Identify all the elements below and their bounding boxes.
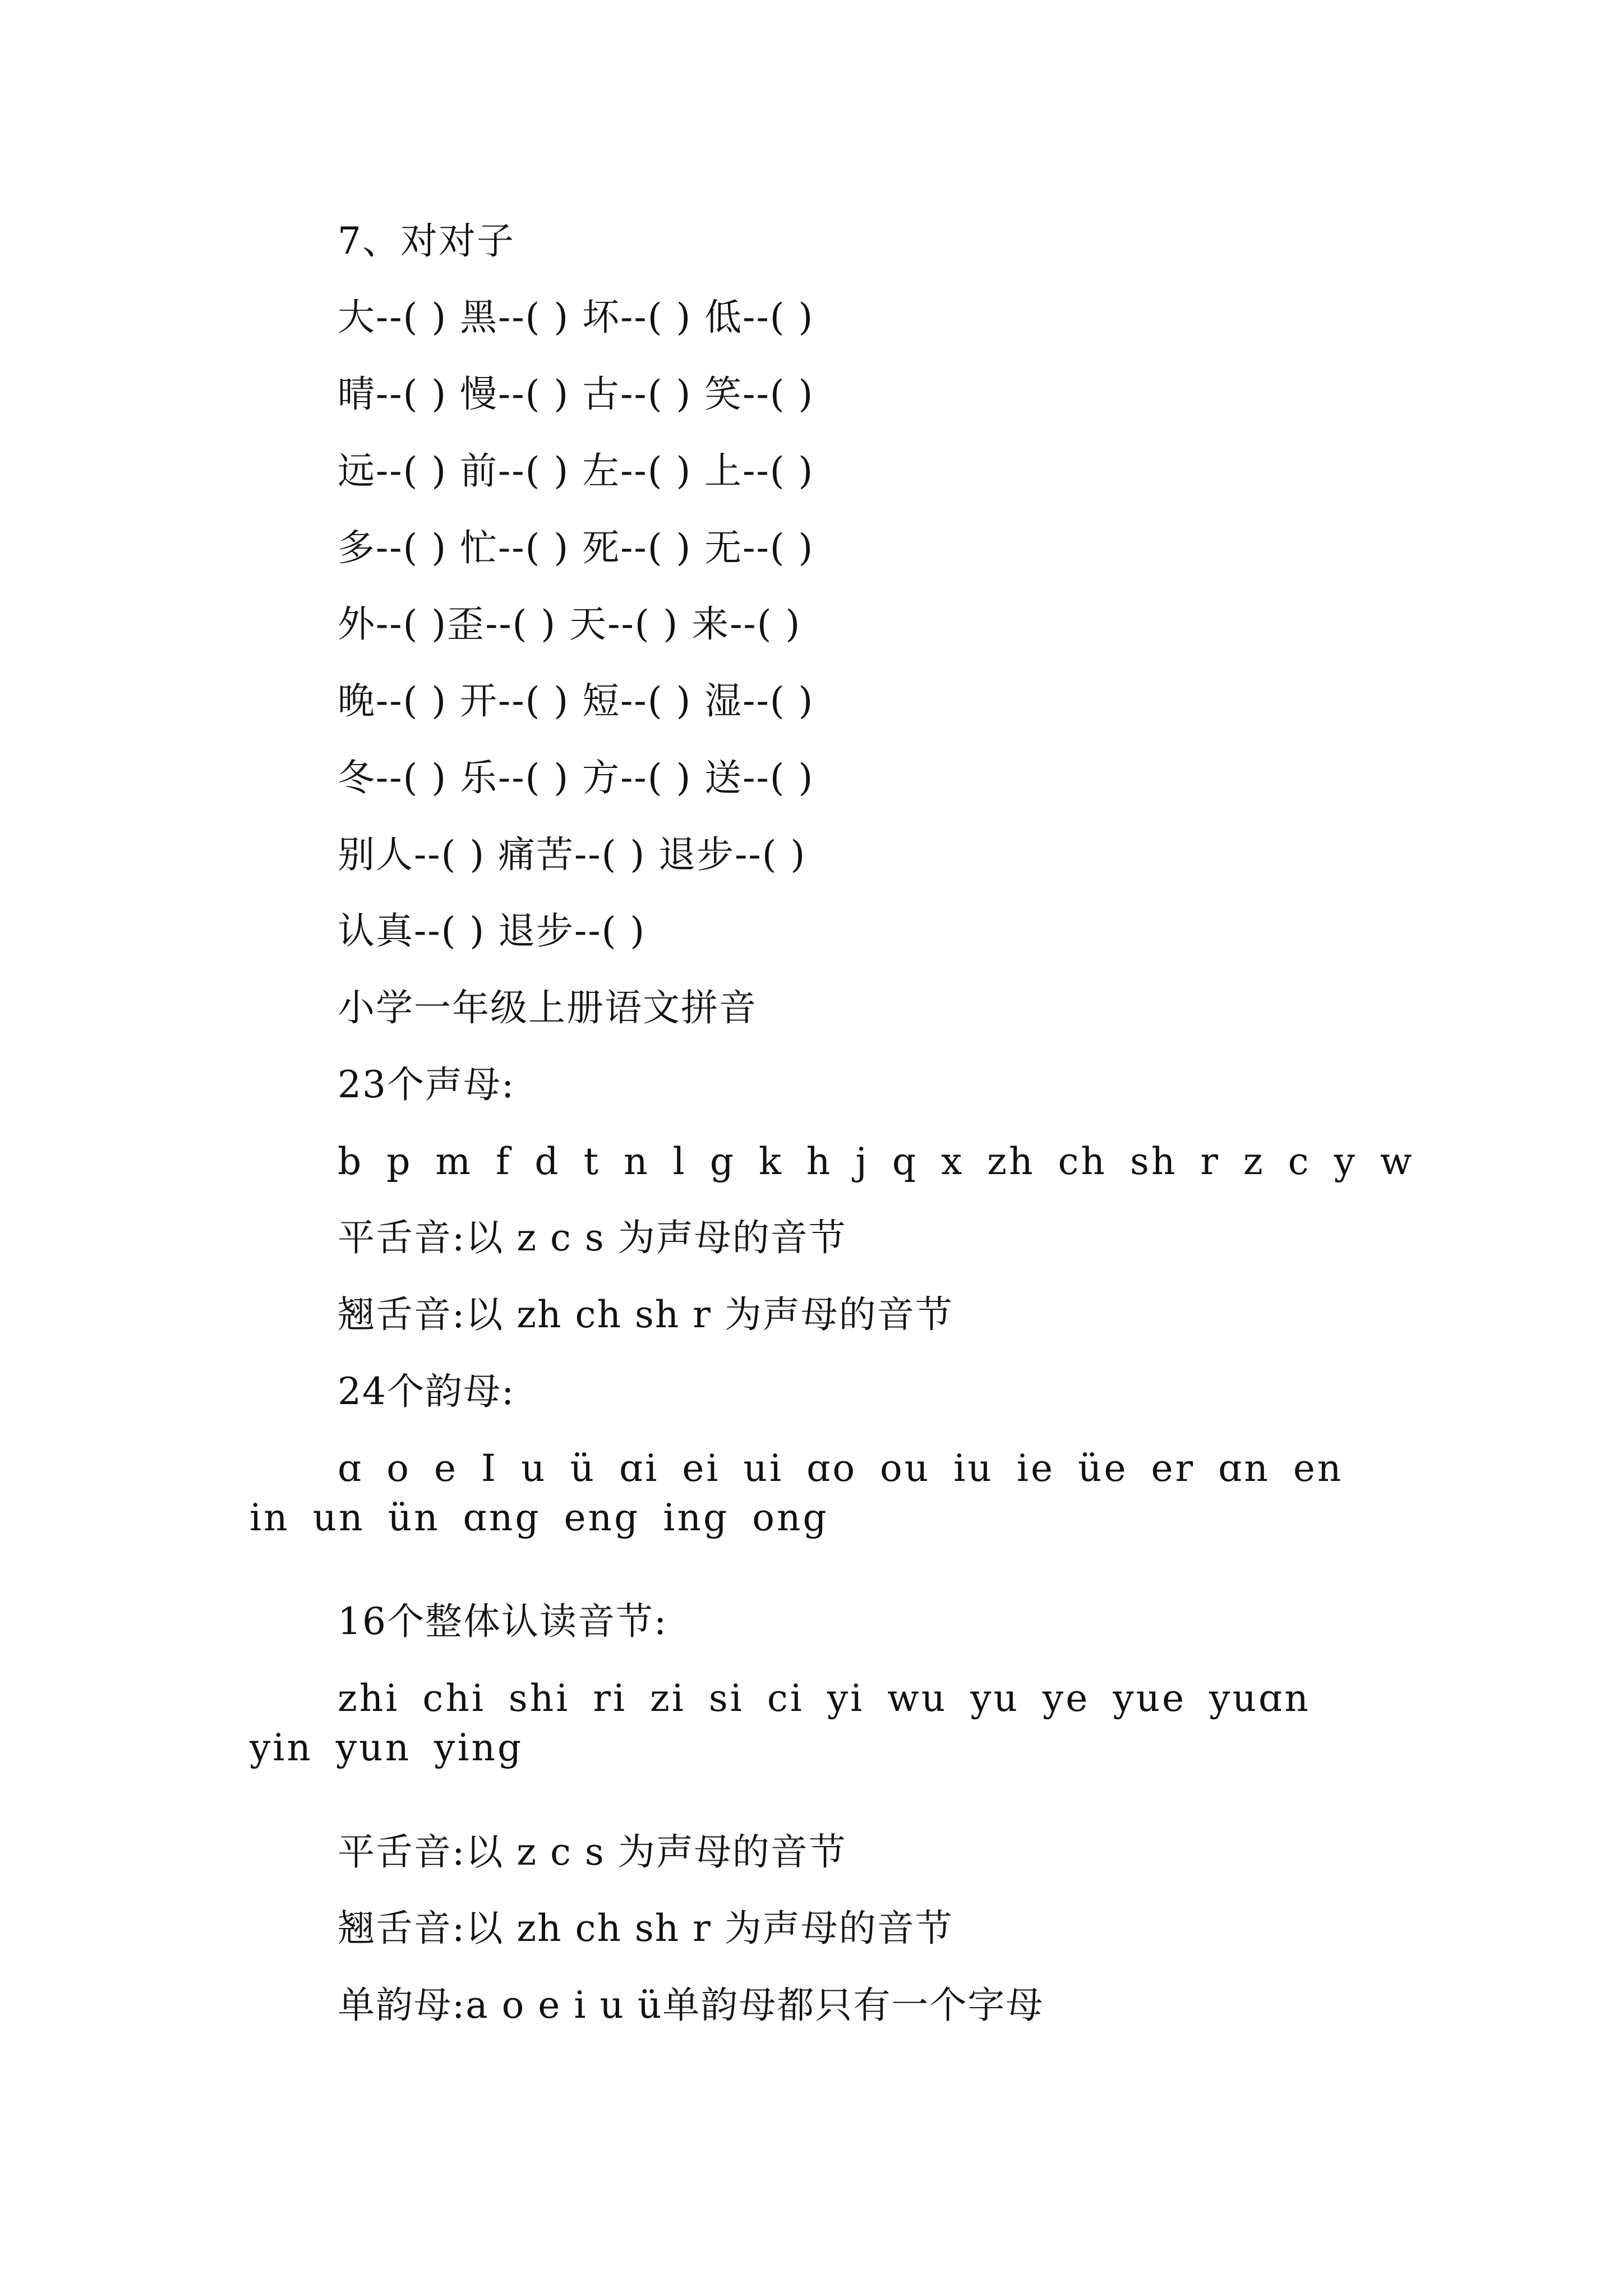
whole-syllables-list: zhi chi shi ri zi si ci yi wu yu ye yue yuɑn yin yun ying — [250, 1677, 1311, 1769]
section-heading: 7、对对子 — [338, 219, 515, 263]
antonym-row-8: 别人--( ) 痛苦--( ) 退步--( ) — [338, 833, 806, 876]
single-finals-line: 单韵母:a o e i u ü单韵母都只有一个字母 — [338, 1984, 1044, 2027]
antonym-row-1: 大--( ) 黑--( ) 坏--( ) 低--( ) — [338, 296, 814, 339]
pinyin-title: 小学一年级上册语文拼音 — [338, 986, 757, 1029]
retroflex-line: 翘舌音:以 zh ch sh r 为声母的音节 — [338, 1293, 953, 1336]
antonym-row-9: 认真--( ) 退步--( ) — [338, 909, 646, 953]
antonym-row-3: 远--( ) 前--( ) 左--( ) 上--( ) — [338, 449, 814, 493]
antonym-row-4: 多--( ) 忙--( ) 死--( ) 无--( ) — [338, 526, 814, 569]
antonym-row-5: 外--( )歪--( ) 天--( ) 来--( ) — [338, 602, 801, 646]
antonym-row-6: 晚--( ) 开--( ) 短--( ) 湿--( ) — [338, 679, 814, 723]
finals-heading: 24个韵母: — [338, 1370, 515, 1413]
retroflex-line-2: 翘舌音:以 zh ch sh r 为声母的音节 — [338, 1907, 953, 1950]
antonym-row-7: 冬--( ) 乐--( ) 方--( ) 送--( ) — [338, 756, 814, 799]
initials-heading: 23个声母: — [338, 1063, 515, 1106]
initials-list: b p m f d t n l g k h j q x zh ch sh r z c y w — [338, 1140, 1414, 1183]
antonym-row-2: 晴--( ) 慢--( ) 古--( ) 笑--( ) — [338, 372, 814, 416]
flat-tongue-line: 平舌音:以 z c s 为声母的音节 — [338, 1216, 847, 1259]
flat-tongue-line-2: 平舌音:以 z c s 为声母的音节 — [338, 1830, 847, 1874]
finals-list: ɑ o e I u ü ɑi ei ui ɑo ou iu ie üe er ɑn en in un ün ɑng eng ing ong — [250, 1447, 1344, 1539]
whole-syllables-heading: 16个整体认读音节: — [338, 1600, 668, 1643]
